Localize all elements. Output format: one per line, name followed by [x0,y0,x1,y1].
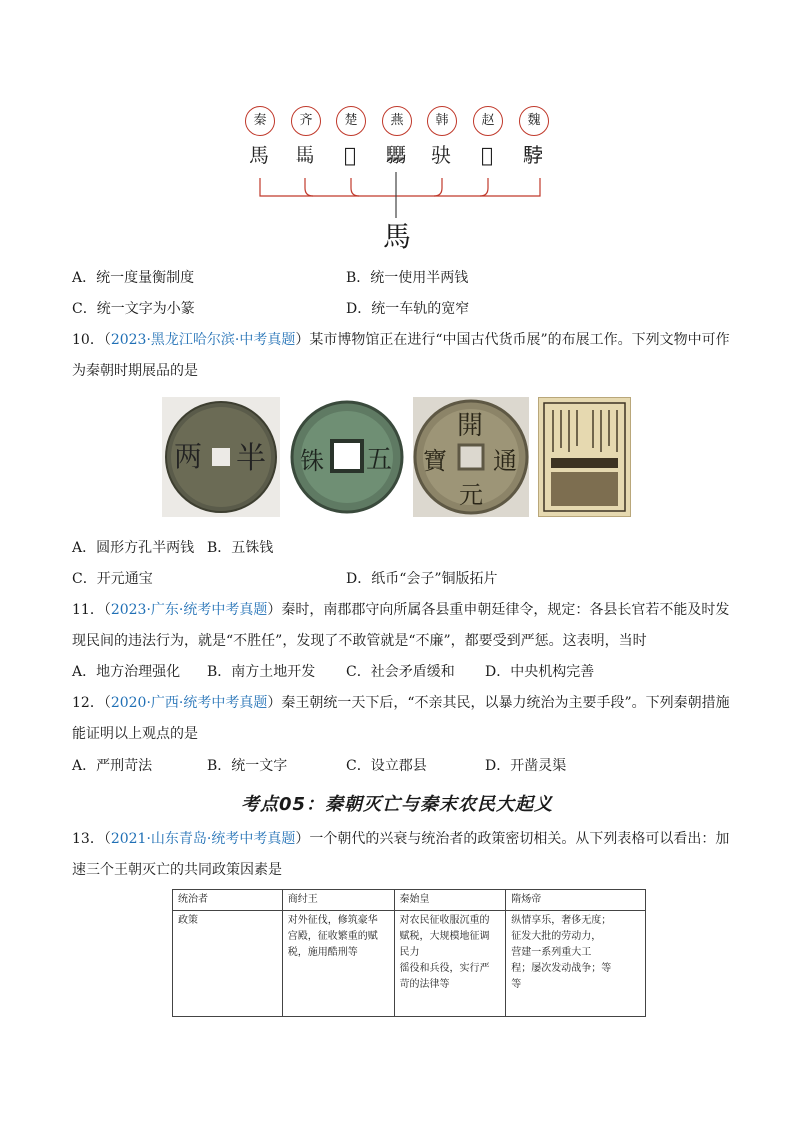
state-label-yan: 燕 [382,106,412,136]
q12-stem-line1: 12．（2020·广西·统考中考真题）秦王朝统一天下后，“不亲其民，以暴力统治为主要手段”。下列秦朝措施 [72,695,730,711]
state-label-wei: 魏 [519,106,549,136]
coin2-char-wu: 五 [366,445,393,475]
q11-option-d: D．中央机构完善 [485,664,595,680]
coin2-char-zhu: 铢 [300,447,324,475]
state-label-zhao: 赵 [473,106,503,136]
seal-char-yan: 𩧢 [386,143,406,167]
q11-stem-line1: 11．（2023·广东·统考中考真题）秦时，南郡郡守向所属各县重申朝廷律令，规定：各县长官若不能及时发 [72,602,730,618]
state-label-han: 韩 [427,106,457,136]
table-row-label: 政策 [173,911,283,1017]
coin1-char-ban: 半 [236,441,266,476]
q11-option-c: C．社会矛盾缓和 [346,664,455,680]
q10-option-a: A．圆形方孔半两钱 [72,540,195,556]
table-cell-qin-shihuang: 对农民征收服沉重的 赋税，大规模地征调 民力 徭役和兵役，实行严 苛的法律等 [394,911,506,1017]
q12-option-b: B．统一文字 [207,758,288,774]
q10-stem-line1: 10．（2023·黑龙江哈尔滨·中考真题）某市博物馆正在进行“中国古代货币展”的布展工作。下列文物中可作 [72,332,730,348]
q13-stem-line2: 速三个王朝灭亡的共同政策因素是 [72,862,282,878]
seal-char-han: 𫘝 [431,143,451,167]
q10-option-b: B．五铢钱 [207,540,274,556]
q12-source: 2020·广西·统考中考真题 [110,695,268,711]
q10-option-c: C．开元通宝 [72,571,153,587]
seal-char-qin: 馬 [249,143,269,167]
policy-table [172,889,646,1017]
q12-option-d: D．开凿灵渠 [485,758,567,774]
q13-stem-line1: 13．（2021·山东青岛·统考中考真题）一个朝代的兴衰与统治者的政策密切相关。从下列表格可以看出：加 [72,831,730,847]
q10-source: 2023·黑龙江哈尔滨·中考真题 [110,332,296,348]
state-label-chu: 楚 [336,106,366,136]
seal-char-wei: 𩣡 [523,143,543,167]
state-label-qin: 秦 [245,106,275,136]
table-cell-sui-yangdi: 纵情享乐，奢侈无度； 征发大批的劳动力， 营建一系列重大工 程；屡次发动战争；等 等 [506,911,646,1017]
table-cell-shang-zhou: 对外征伐，修筑豪华 宫殿，征收繁重的赋 税，施用酷刑等 [282,911,394,1017]
q12-stem-line2: 能证明以上观点的是 [72,726,198,742]
q11-option-b: B．南方土地开发 [207,664,316,680]
q11-option-a: A．地方治理强化 [72,664,181,680]
q12-option-a: A．严刑苛法 [72,758,153,774]
seal-char-zhao: 𫘞 [480,143,493,167]
coin1-char-liang: 两 [174,440,203,473]
bracket-connector [250,172,550,222]
q10-option-d: D．纸币“会子”铜版拓片 [346,571,498,587]
q11-source: 2023·广东·统考中考真题 [110,602,268,618]
huizi-rubbing-image [538,397,631,517]
seal-char-chu: 𫘛 [343,143,356,167]
q10-stem-line2: 为秦朝时期展品的是 [72,363,198,379]
table-header-cell: 秦始皇 [394,890,506,911]
q12-option-c: C．设立郡县 [346,758,427,774]
coin3-char-bao: 寶 [423,447,447,475]
q9-option-a: A．统一度量衡制度 [72,270,195,286]
coin3-char-tong: 通 [493,447,517,475]
q9-option-b: B．统一使用半两钱 [346,270,469,286]
q9-option-d: D．统一车轨的宽窄 [346,301,470,317]
table-header-cell: 隋炀帝 [506,890,646,911]
q9-option-c: C．统一文字为小篆 [72,301,195,317]
wu-zhu-coin-image [288,397,406,517]
table-header-cell: 商纣王 [282,890,394,911]
unified-seal-char: 馬 [382,220,411,253]
state-label-qi: 齐 [291,106,321,136]
q11-stem-line2: 现民间的违法行为，就是“不胜任”，发现了不敢管就是“不廉”，都要受到严惩。这表明，当时 [72,633,647,649]
table-header-row [173,890,646,911]
ban-liang-coin-image [162,397,280,517]
kaiyuan-tongbao-image [413,397,529,517]
table-header-cell: 统治者 [173,890,283,911]
coin3-char-kai: 開 [457,411,484,441]
q13-source: 2021·山东青岛·统考中考真题 [110,831,296,847]
table-row [173,911,646,1017]
coin3-char-yuan: 元 [459,481,483,509]
seal-char-qi: 𩡧 [295,143,315,167]
section-heading: 考点05：秦朝灭亡与秦末农民大起义 [240,794,554,815]
